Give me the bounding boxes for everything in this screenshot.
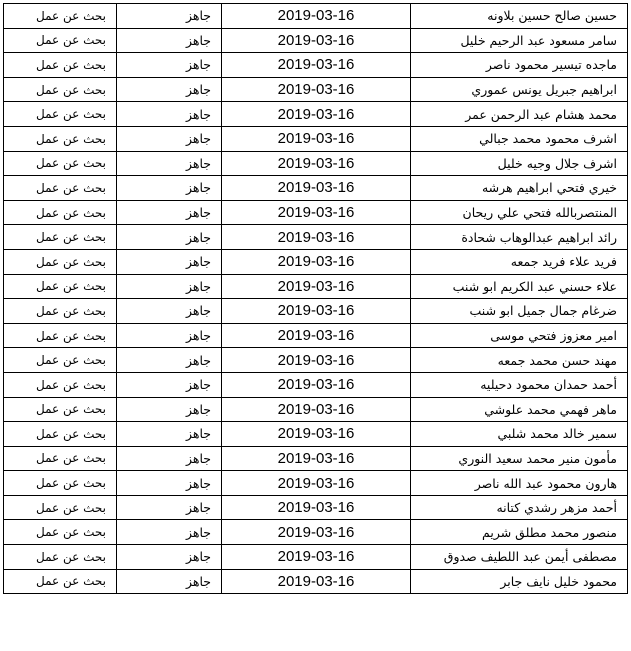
name-cell: المنتصربالله فتحي علي ريحان [411, 200, 628, 225]
status-cell: جاهز [117, 446, 222, 471]
date-cell: 2019-03-16 [222, 126, 411, 151]
notes-cell: بحث عن عمل [4, 446, 117, 471]
status-cell: جاهز [117, 397, 222, 422]
name-cell: مأمون منير محمد سعيد النوري [411, 446, 628, 471]
table-row [4, 569, 628, 594]
table-row [4, 372, 628, 397]
date-cell: 2019-03-16 [222, 102, 411, 127]
table-row [4, 545, 628, 570]
notes-cell: بحث عن عمل [4, 249, 117, 274]
date-cell: 2019-03-16 [222, 545, 411, 570]
notes-cell: بحث عن عمل [4, 225, 117, 250]
date-cell: 2019-03-16 [222, 225, 411, 250]
notes-cell: بحث عن عمل [4, 348, 117, 373]
name-cell: سمير خالد محمد شلبي [411, 422, 628, 447]
date-cell: 2019-03-16 [222, 299, 411, 324]
status-cell: جاهز [117, 348, 222, 373]
table-row [4, 200, 628, 225]
notes-cell: بحث عن عمل [4, 77, 117, 102]
date-cell: 2019-03-16 [222, 77, 411, 102]
date-cell: 2019-03-16 [222, 4, 411, 29]
roster-table-body [4, 4, 628, 594]
notes-cell: بحث عن عمل [4, 471, 117, 496]
table-row [4, 446, 628, 471]
status-cell: جاهز [117, 495, 222, 520]
name-cell: ابراهيم جبريل يونس عموري [411, 77, 628, 102]
notes-cell: بحث عن عمل [4, 274, 117, 299]
table-row [4, 176, 628, 201]
date-cell: 2019-03-16 [222, 323, 411, 348]
document-page [3, 3, 627, 647]
name-cell: فريد علاء فريد جمعه [411, 249, 628, 274]
status-cell: جاهز [117, 249, 222, 274]
notes-cell: بحث عن عمل [4, 495, 117, 520]
table-row [4, 28, 628, 53]
name-cell: ضرغام جمال جميل ابو شنب [411, 299, 628, 324]
name-cell: حسين صالح حسين بلاونه [411, 4, 628, 29]
name-cell: امير معزوز فتحي موسى [411, 323, 628, 348]
table-row [4, 274, 628, 299]
name-cell: محمد هشام عبد الرحمن عمر [411, 102, 628, 127]
status-cell: جاهز [117, 77, 222, 102]
notes-cell: بحث عن عمل [4, 4, 117, 29]
date-cell: 2019-03-16 [222, 176, 411, 201]
table-row [4, 102, 628, 127]
name-cell: ماجده تيسير محمود ناصر [411, 53, 628, 78]
date-cell: 2019-03-16 [222, 200, 411, 225]
status-cell: جاهز [117, 545, 222, 570]
name-cell: علاء حسني عبد الكريم ابو شنب [411, 274, 628, 299]
status-cell: جاهز [117, 4, 222, 29]
status-cell: جاهز [117, 225, 222, 250]
notes-cell: بحث عن عمل [4, 323, 117, 348]
date-cell: 2019-03-16 [222, 397, 411, 422]
name-cell: أحمد حمدان محمود دحيليه [411, 372, 628, 397]
date-cell: 2019-03-16 [222, 569, 411, 594]
date-cell: 2019-03-16 [222, 274, 411, 299]
notes-cell: بحث عن عمل [4, 397, 117, 422]
table-row [4, 4, 628, 29]
table-row [4, 323, 628, 348]
table-row [4, 151, 628, 176]
status-cell: جاهز [117, 569, 222, 594]
notes-cell: بحث عن عمل [4, 520, 117, 545]
date-cell: 2019-03-16 [222, 53, 411, 78]
notes-cell: بحث عن عمل [4, 28, 117, 53]
table-row [4, 77, 628, 102]
notes-cell: بحث عن عمل [4, 545, 117, 570]
date-cell: 2019-03-16 [222, 471, 411, 496]
name-cell: أحمد مزهر رشدي كتانه [411, 495, 628, 520]
status-cell: جاهز [117, 126, 222, 151]
name-cell: سامر مسعود عبد الرحيم خليل [411, 28, 628, 53]
status-cell: جاهز [117, 28, 222, 53]
name-cell: مصطفى أيمن عبد اللطيف صدوق [411, 545, 628, 570]
table-row [4, 348, 628, 373]
date-cell: 2019-03-16 [222, 520, 411, 545]
status-cell: جاهز [117, 102, 222, 127]
table-row [4, 422, 628, 447]
status-cell: جاهز [117, 372, 222, 397]
date-cell: 2019-03-16 [222, 446, 411, 471]
notes-cell: بحث عن عمل [4, 200, 117, 225]
table-row [4, 471, 628, 496]
date-cell: 2019-03-16 [222, 249, 411, 274]
status-cell: جاهز [117, 200, 222, 225]
table-row [4, 126, 628, 151]
status-cell: جاهز [117, 176, 222, 201]
name-cell: ماهر فهمي محمد علوشي [411, 397, 628, 422]
status-cell: جاهز [117, 53, 222, 78]
notes-cell: بحث عن عمل [4, 151, 117, 176]
date-cell: 2019-03-16 [222, 151, 411, 176]
roster-table [3, 3, 628, 594]
status-cell: جاهز [117, 323, 222, 348]
date-cell: 2019-03-16 [222, 28, 411, 53]
date-cell: 2019-03-16 [222, 495, 411, 520]
status-cell: جاهز [117, 299, 222, 324]
name-cell: اشرف محمود محمد جبالي [411, 126, 628, 151]
name-cell: اشرف جلال وجيه خليل [411, 151, 628, 176]
status-cell: جاهز [117, 520, 222, 545]
table-row [4, 397, 628, 422]
name-cell: منصور محمد مطلق شريم [411, 520, 628, 545]
name-cell: مهند حسن محمد جمعه [411, 348, 628, 373]
status-cell: جاهز [117, 422, 222, 447]
notes-cell: بحث عن عمل [4, 102, 117, 127]
table-row [4, 249, 628, 274]
date-cell: 2019-03-16 [222, 348, 411, 373]
notes-cell: بحث عن عمل [4, 53, 117, 78]
table-row [4, 520, 628, 545]
table-row [4, 299, 628, 324]
notes-cell: بحث عن عمل [4, 299, 117, 324]
notes-cell: بحث عن عمل [4, 372, 117, 397]
status-cell: جاهز [117, 471, 222, 496]
name-cell: رائد ابراهيم عبدالوهاب شحادة [411, 225, 628, 250]
name-cell: محمود خليل نايف جابر [411, 569, 628, 594]
status-cell: جاهز [117, 274, 222, 299]
status-cell: جاهز [117, 151, 222, 176]
date-cell: 2019-03-16 [222, 372, 411, 397]
notes-cell: بحث عن عمل [4, 422, 117, 447]
date-cell: 2019-03-16 [222, 422, 411, 447]
table-row [4, 53, 628, 78]
name-cell: هارون محمود عبد الله ناصر [411, 471, 628, 496]
name-cell: خيري فتحي ابراهيم هرشه [411, 176, 628, 201]
table-row [4, 225, 628, 250]
notes-cell: بحث عن عمل [4, 569, 117, 594]
notes-cell: بحث عن عمل [4, 176, 117, 201]
notes-cell: بحث عن عمل [4, 126, 117, 151]
table-row [4, 495, 628, 520]
